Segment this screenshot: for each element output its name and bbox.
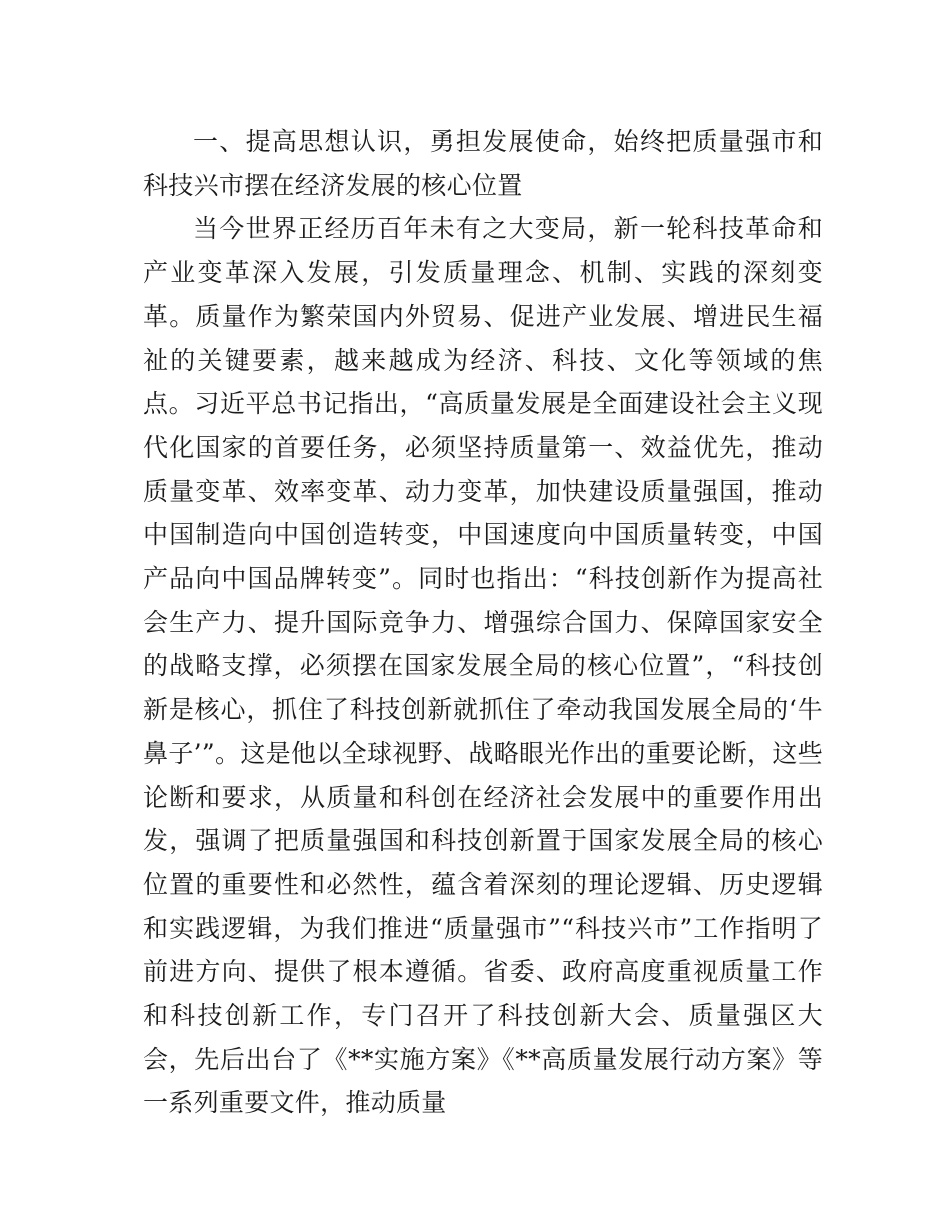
document-body xyxy=(143,120,823,1125)
body-paragraph: 当今世界正经历百年未有之大变局，新一轮科技革命和产业变革深入发展，引发质量理念、机制、实践的深刻变革。质量作为繁荣国内外贸易、促进产业发展、增进民生福祉的关键要素，越来越成为经济、科技、文化等领域的焦点。习近平总书记指出，“高质量发展是全面建设社会主义现代化国家的首要任务，必须坚持质量第一、效益优先，推动质量变革、效率变革、动力变革，加快建设质量强国，推动中国制造向中国创造转变，中国速度向中国质量转变，中国产品向中国品牌转变”。同时也指出：“科技创新作为提高社会生产力、提升国际竞争力、增强综合国力、保障国家安全的战略支撑，必须摆在国家发展全局的核心位置”，“科技创新是核心，抓住了科技创新就抓住了牵动我国发展全局的‘牛鼻子’”。这是他以全球视野、战略眼光作出的重要论断，这些论断和要求，从质量和科创在经济社会发展中的重要作用出发，强调了把质量强国和科技创新置于国家发展全局的核心位置的重要性和必然性，蕴含着深刻的理论逻辑、历史逻辑和实践逻辑，为我们推进“质量强市”“科技兴市”工作指明了前进方向、提供了根本遵循。省委、政府高度重视质量工作和科技创新工作，专门召开了科技创新大会、质量强区大会，先后出台了《**实施方案》《**高质量发展行动方案》等一系列重要文件，推动质量 xyxy=(143,214,823,1118)
section-heading: 一、提高思想认识，勇担发展使命，始终把质量强市和科技兴市摆在经济发展的核心位置 xyxy=(143,127,823,200)
